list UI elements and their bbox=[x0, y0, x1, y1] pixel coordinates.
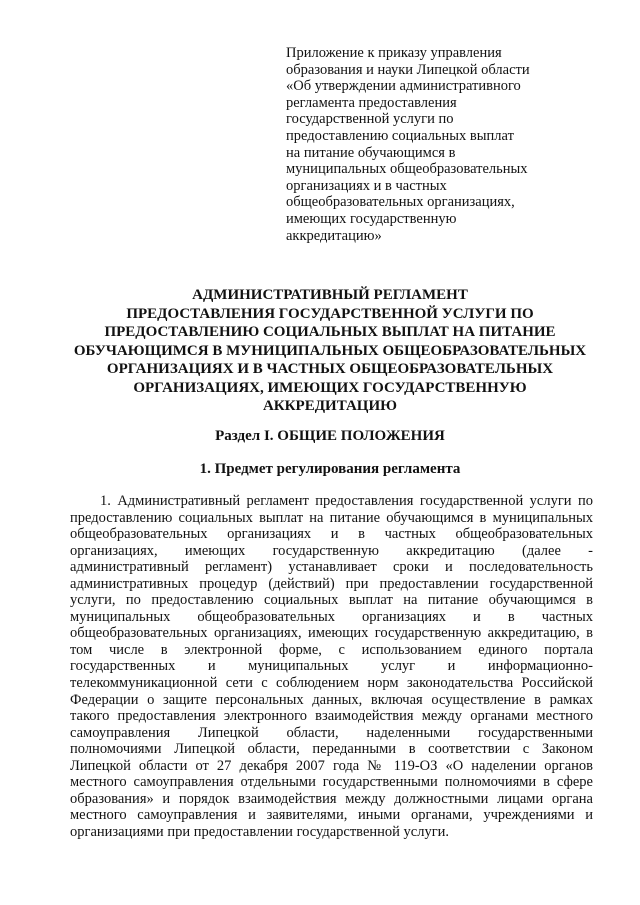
title-line: ОРГАНИЗАЦИЯХ, ИМЕЮЩИХ ГОСУДАРСТВЕННУЮ bbox=[133, 379, 527, 396]
title-line: ПРЕДОСТАВЛЕНИЯ ГОСУДАРСТВЕННОЙ УСЛУГИ ПО bbox=[126, 305, 534, 322]
title-line: АККРЕДИТАЦИЮ bbox=[262, 398, 398, 414]
title-line: АДМИНИСТРАТИВНЫЙ РЕГЛАМЕНТ bbox=[192, 287, 468, 303]
subsection-heading: 1. Предмет регулирования регламента bbox=[199, 461, 461, 477]
appendix-line: образования и науки Липецкой области bbox=[286, 61, 530, 78]
appendix-line: Приложение к приказу управления bbox=[286, 45, 502, 61]
paragraph-line: полномочиями Липецкой области, переданными в соответствии с Законом bbox=[70, 741, 593, 758]
paragraph-line: муниципальных общеобразовательных организациях и в частных bbox=[70, 608, 593, 625]
document-title bbox=[70, 286, 590, 416]
appendix-line: предоставлению социальных выплат bbox=[286, 127, 514, 144]
appendix-line: регламента предоставления bbox=[286, 94, 457, 111]
body-paragraph bbox=[70, 493, 593, 840]
paragraph-line: общеобразовательных организациях, имеющих государственную аккредитацию, в bbox=[70, 625, 593, 642]
paragraph-line: Липецкой области от 27 декабря 2007 года № 119-ОЗ «О наделении органов bbox=[70, 757, 593, 774]
paragraph-line: телекоммуникационной сети с соблюдением норм законодательства Российской bbox=[70, 675, 593, 692]
paragraph-line: Федерации о защите персональных данных, включая осуществление в рамках bbox=[70, 691, 593, 708]
title-line: ОРГАНИЗАЦИЯХ И В ЧАСТНЫХ ОБЩЕОБРАЗОВАТЕЛЬНЫХ bbox=[106, 361, 554, 377]
section-heading: Раздел I. ОБЩИЕ ПОЛОЖЕНИЯ bbox=[215, 428, 445, 444]
appendix-line: общеобразовательных организациях, bbox=[286, 194, 515, 211]
paragraph-line: местного самоуправления отдельными государственными полномочиями в сфере bbox=[70, 774, 593, 791]
title-line: ОБУЧАЮЩИМСЯ В МУНИЦИПАЛЬНЫХ ОБЩЕОБРАЗОВАТЕЛЬНЫХ bbox=[73, 342, 587, 359]
paragraph-line: организациями при предоставлении государственной услуги. bbox=[70, 823, 450, 840]
paragraph-line: государственных и муниципальных услуг и информационно- bbox=[70, 658, 593, 675]
appendix-block bbox=[286, 45, 586, 244]
paragraph-line: услуги, по предоставлению социальных выплат на питание обучающимся в bbox=[70, 592, 593, 609]
paragraph-line: административных процедур (действий) при предоставлении государственной bbox=[70, 575, 593, 592]
paragraph-line: предоставлению социальных выплат на питание обучающимся в муниципальных bbox=[70, 509, 593, 526]
paragraph-line: местного самоуправления и заявителями, иными органами, учреждениями и bbox=[70, 807, 593, 824]
paragraph-line: образования» и порядок взаимодействия между должностными лицами органа bbox=[70, 790, 593, 807]
paragraph-line: общеобразовательных организациях и в частных общеобразовательных bbox=[70, 526, 593, 543]
appendix-line: «Об утверждении административного bbox=[286, 78, 521, 95]
paragraph-line: том числе в электронной форме, с использованием единого портала bbox=[70, 641, 593, 658]
paragraph-line: самоуправления Липецкой области, наделенными государственными bbox=[70, 724, 593, 741]
paragraph-line: административный регламент) устанавливает сроки и последовательность bbox=[70, 559, 593, 576]
appendix-line: организациях и в частных bbox=[286, 177, 447, 194]
paragraph-line: организациях, имеющих государственную аккредитацию (далее - bbox=[70, 542, 593, 559]
appendix-line: аккредитацию» bbox=[286, 227, 382, 244]
appendix-line: муниципальных общеобразовательных bbox=[286, 161, 528, 178]
appendix-line: на питание обучающимся в bbox=[286, 144, 456, 161]
paragraph-line: 1. Административный регламент предоставления государственной услуги по bbox=[100, 493, 593, 509]
appendix-line: имеющих государственную bbox=[286, 210, 457, 227]
title-line: ПРЕДОСТАВЛЕНИЮ СОЦИАЛЬНЫХ ВЫПЛАТ НА ПИТАНИЕ bbox=[104, 324, 556, 340]
paragraph-line: такого предоставления электронного взаимодействия между органами местного bbox=[70, 708, 593, 725]
appendix-line: государственной услуги по bbox=[286, 111, 454, 128]
